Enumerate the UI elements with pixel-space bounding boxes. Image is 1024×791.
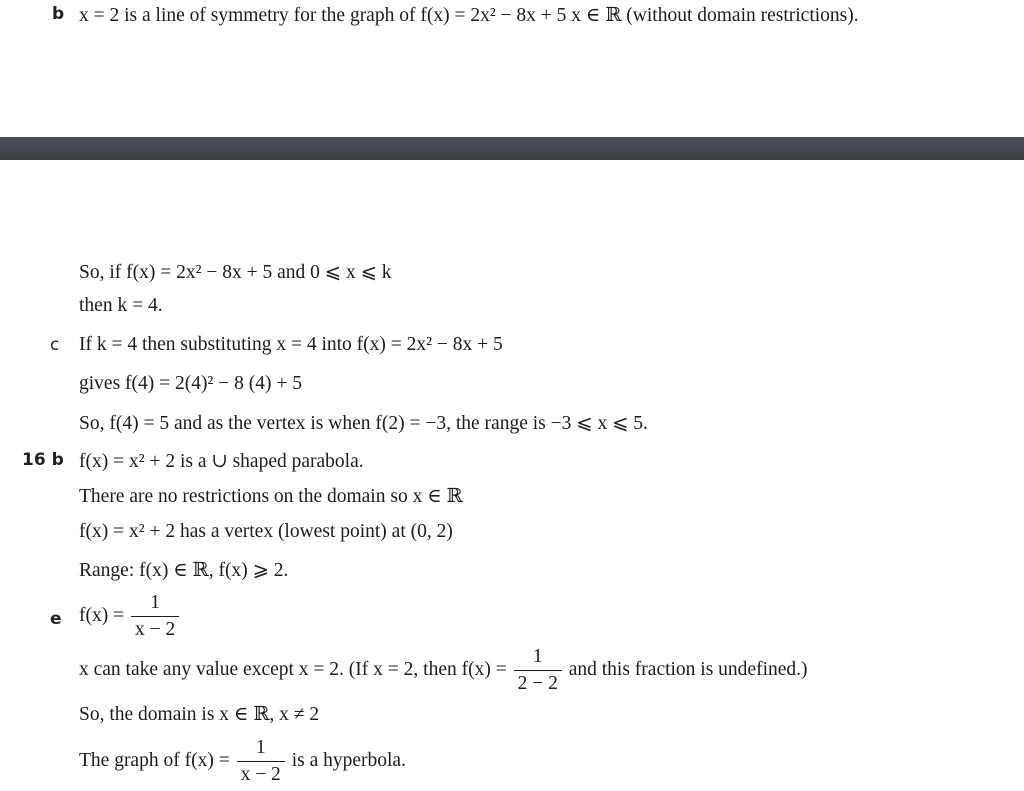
range-statement: Range: f(x) ∈ ℝ, f(x) ⩾ 2. <box>79 560 289 581</box>
fraction-numerator: 1 <box>237 737 285 762</box>
part-label-b: b <box>52 4 65 24</box>
excluded-value-line <box>79 646 808 695</box>
fraction-denominator: x − 2 <box>240 764 281 785</box>
fraction-denominator: 2 − 2 <box>517 673 558 694</box>
fraction-1-over-x-minus-2 <box>237 737 285 786</box>
divider-band <box>0 137 1024 160</box>
question-label-16b: 16 b <box>22 450 64 470</box>
k-value-line: then k = 4. <box>79 295 163 316</box>
substitution-line: If k = 4 then substituting x = 4 into f(x) = 2x² − 8x + 5 <box>79 334 503 355</box>
hyperbola-prefix: The graph of f(x) = <box>79 749 230 771</box>
fraction-1-over-2-minus-2 <box>514 646 562 695</box>
evaluation-line: gives f(4) = 2(4)² − 8 (4) + 5 <box>79 373 302 394</box>
domain-condition-line: So, if f(x) = 2x² − 8x + 5 and 0 ⩽ x ⩽ k <box>79 262 392 283</box>
excluded-value-prefix: x can take any value except x = 2. (If x = 2, then f(x) = <box>79 658 507 680</box>
domain-statement: There are no restrictions on the domain so x ∈ ℝ <box>79 486 463 507</box>
range-conclusion-line: So, f(4) = 5 and as the vertex is when f(2) = −3, the range is −3 ⩽ x ⩽ 5. <box>79 413 648 434</box>
fraction-denominator: x − 2 <box>134 619 176 640</box>
hyperbola-suffix: is a hyperbola. <box>291 749 406 771</box>
excluded-value-suffix: and this fraction is undefined.) <box>568 658 808 680</box>
part-label-e: e <box>50 609 62 629</box>
vertex-statement: f(x) = x² + 2 has a vertex (lowest point) at (0, 2) <box>79 521 453 542</box>
fraction-1-over-x-minus-2 <box>131 592 179 641</box>
function-prefix: f(x) = <box>79 604 125 626</box>
fraction-numerator: 1 <box>514 646 562 671</box>
fraction-numerator: 1 <box>131 592 179 617</box>
part-label-c: c <box>50 335 60 355</box>
parabola-statement: f(x) = x² + 2 is a ∪ shaped parabola. <box>79 451 364 472</box>
function-definition-e <box>79 592 181 641</box>
domain-conclusion-line: So, the domain is x ∈ ℝ, x ≠ 2 <box>79 704 320 725</box>
symmetry-statement: x = 2 is a line of symmetry for the graph of f(x) = 2x² − 8x + 5 x ∈ ℝ (without domain restrictions). <box>79 5 859 26</box>
hyperbola-line <box>79 737 406 786</box>
